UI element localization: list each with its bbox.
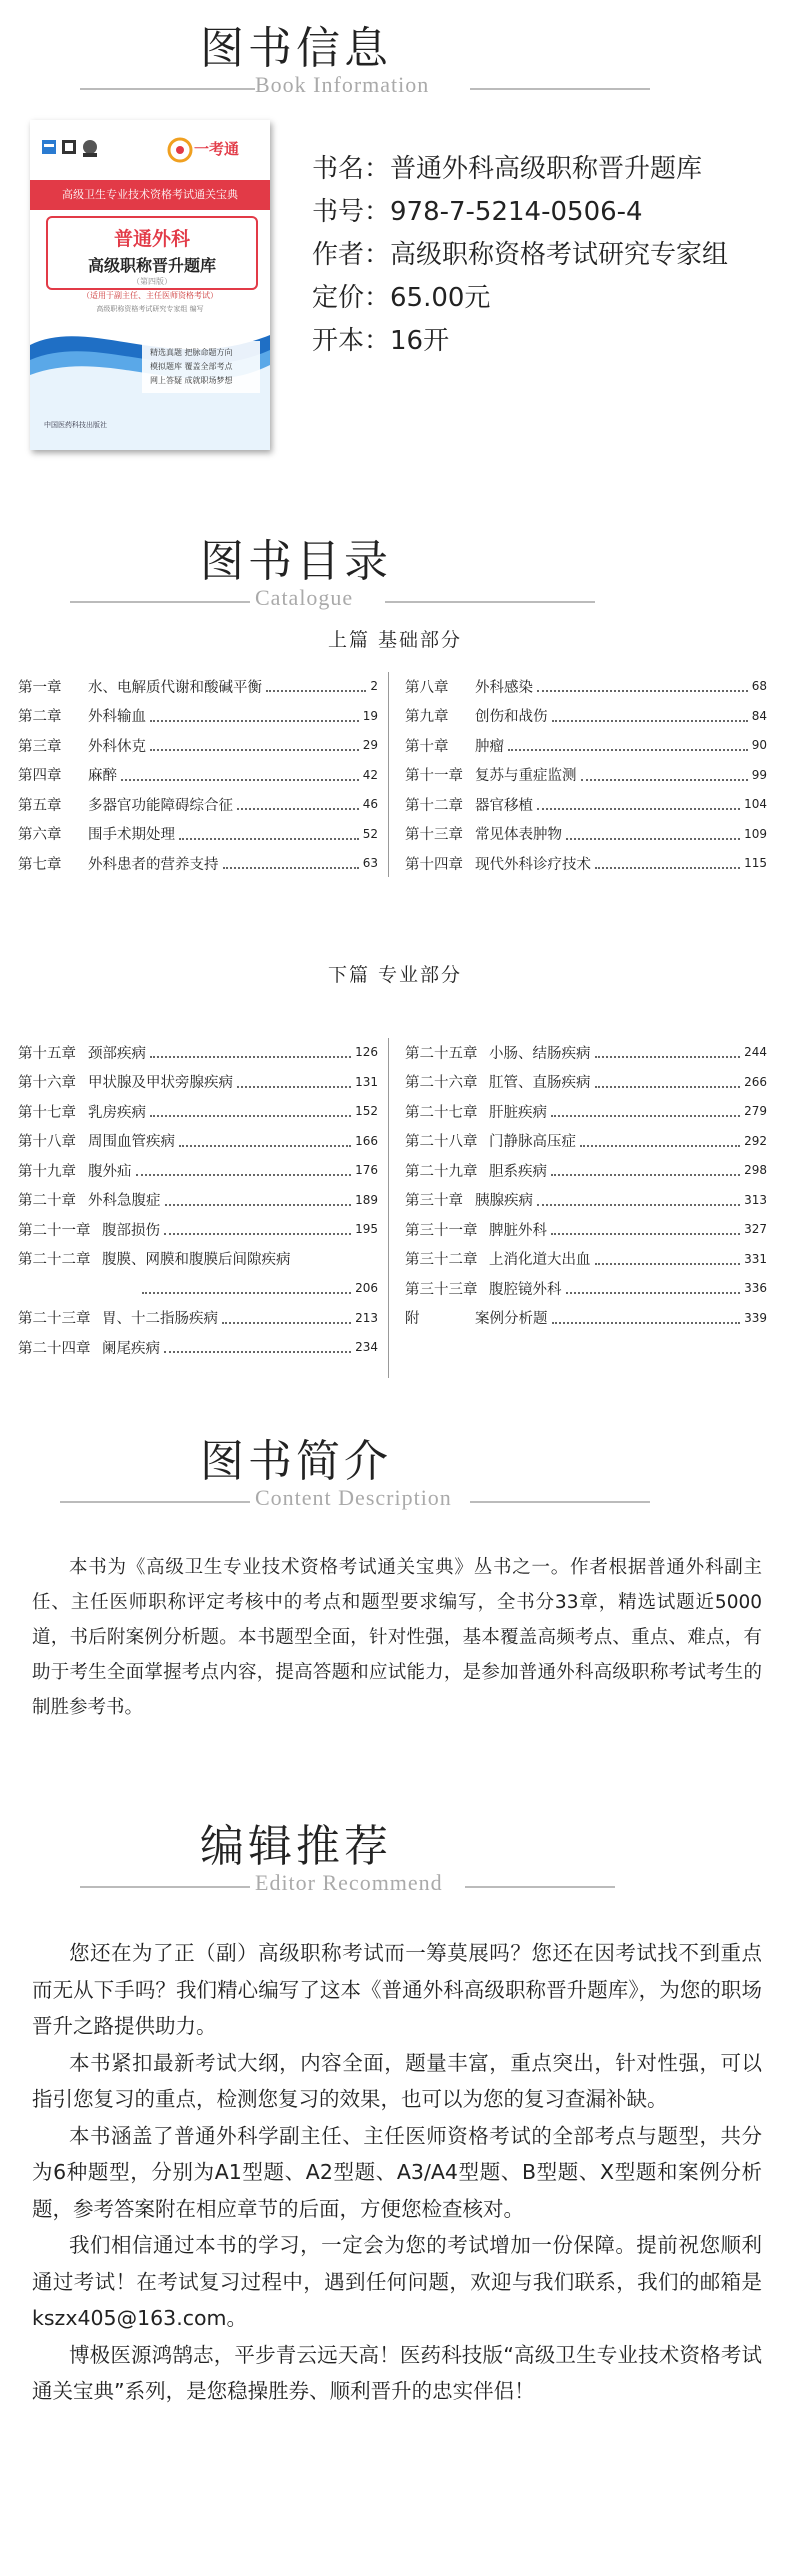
toc-leader-dots — [537, 1194, 740, 1206]
toc-entry — [18, 731, 378, 759]
cover-series-banner: 高级卫生专业技术资格考试通关宝典 — [30, 180, 270, 210]
toc-leader-dots — [581, 769, 748, 781]
cover-editor: 高级职称资格考试研究专家组 编写 — [96, 305, 204, 313]
toc-chapter-title: 水、电解质代谢和酸碱平衡 — [88, 679, 262, 696]
toc-chapter-title: 乳房疾病 — [88, 1104, 146, 1121]
toc-leader-dots — [566, 828, 740, 840]
toc-chapter-title: 肿瘤 — [475, 738, 504, 755]
toc-page-number: 109 — [744, 826, 767, 841]
toc-leader-dots — [142, 1282, 351, 1294]
book-cover — [30, 120, 270, 450]
toc-entry — [18, 849, 378, 877]
toc-entry — [405, 1245, 767, 1273]
toc-page-number: 90 — [751, 738, 767, 752]
toc-entry — [405, 1274, 767, 1302]
toc-entry — [405, 761, 767, 789]
toc-leader-dots — [551, 1164, 740, 1176]
toc-chapter-number: 第十六章 — [18, 1075, 76, 1091]
toc-page-number: 206 — [355, 1281, 378, 1295]
toc-chapter-number: 第三十章 — [405, 1193, 463, 1209]
toc-page-number: 131 — [355, 1074, 378, 1089]
toc-chapter-number: 第二十一章 — [18, 1222, 91, 1239]
toc-chapter-title: 甲状腺及甲状旁腺疾病 — [88, 1075, 233, 1091]
toc-entry — [18, 1245, 378, 1273]
toc-entry — [405, 1127, 767, 1155]
toc-page-number: 166 — [355, 1133, 378, 1148]
toc-leader-dots — [595, 857, 740, 869]
toc-chapter-number: 第二十章 — [18, 1193, 76, 1209]
toc-chapter-title: 器官移植 — [475, 797, 533, 814]
toc-chapter-number: 第二十三章 — [18, 1311, 91, 1327]
part2-title: 下篇 专业部分 — [327, 964, 463, 986]
toc-leader-dots — [595, 1076, 741, 1088]
recommend-header — [0, 1810, 790, 1900]
toc-chapter-number: 第十一章 — [405, 768, 463, 784]
toc-chapter-title: 胰腺疾病 — [475, 1193, 533, 1209]
divider-line — [470, 1501, 650, 1503]
toc-part1-right — [405, 672, 767, 882]
toc-page-number: 313 — [744, 1192, 767, 1207]
cover-subtitle: （适用于副主任、主任医师资格考试） — [82, 291, 218, 300]
toc-entry — [405, 1038, 767, 1066]
price-field: 定价：65.00元 — [312, 283, 491, 313]
toc-entry-continued — [18, 1274, 378, 1302]
toc-chapter-title: 创伤和战伤 — [475, 709, 548, 725]
toc-entry — [405, 1097, 767, 1125]
toc-chapter-number: 第三章 — [18, 738, 62, 755]
recommend-heading-en: Editor Recommend — [255, 1870, 443, 1895]
toc-entry — [18, 1097, 378, 1125]
toc-leader-dots — [150, 1046, 351, 1058]
author-field: 作者：高级职称资格考试研究专家组 — [312, 240, 729, 270]
toc-chapter-title: 上消化道大出血 — [489, 1252, 591, 1268]
recommend-paragraph: 本书涵盖了普通外科学副主任、主任医师资格考试的全部考点与题型，共分为6种题型，分别为A1型题、A2型题、A3/A4型题、B型题、X型题和案例分析题，参考答案附在相应章节的后面，方便您检查核对。 — [32, 2123, 762, 2221]
recommend-heading: 编辑推荐 — [200, 1821, 392, 1872]
toc-entry — [18, 790, 378, 818]
toc-chapter-title: 肝脏疾病 — [489, 1104, 547, 1121]
toc-leader-dots — [164, 1341, 351, 1353]
toc-chapter-number: 第十九章 — [18, 1163, 76, 1180]
cover-slogans — [150, 346, 262, 388]
toc-entry — [18, 1038, 378, 1066]
toc-chapter-title: 外科患者的营养支持 — [88, 856, 219, 873]
toc-page-number: 115 — [744, 856, 767, 870]
cover-slogan: 网上答疑 成就职场梦想 — [150, 376, 233, 385]
toc-entry — [18, 820, 378, 848]
toc-page-number: 266 — [744, 1074, 767, 1089]
description-heading: 图书简介 — [200, 1436, 392, 1487]
toc-page-number: 331 — [744, 1251, 767, 1266]
toc-page-number: 19 — [362, 708, 378, 723]
toc-leader-dots — [179, 1135, 351, 1147]
toc-entry — [18, 702, 378, 730]
toc-chapter-title: 腹膜、网膜和腹膜后间隙疾病 — [102, 1252, 291, 1268]
cover-brand: 一考通 — [194, 140, 240, 158]
toc-chapter-title: 腹部损伤 — [102, 1222, 160, 1239]
toc-leader-dots — [552, 1312, 741, 1324]
toc-page-number: 189 — [355, 1192, 378, 1207]
toc-chapter-number: 第八章 — [405, 679, 449, 696]
book-info-heading-en: Book Information — [255, 72, 430, 97]
toc-leader-dots — [165, 1194, 352, 1206]
toc-entry — [405, 672, 767, 700]
toc-entry — [18, 1127, 378, 1155]
toc-leader-dots — [595, 1253, 741, 1265]
toc-chapter-number: 第六章 — [18, 827, 62, 843]
toc-chapter-number: 第七章 — [18, 856, 62, 873]
toc-part2-left — [18, 1038, 378, 1388]
description-header — [0, 1425, 790, 1515]
toc-leader-dots — [537, 798, 740, 810]
toc-chapter-title: 腹腔镜外科 — [489, 1281, 562, 1298]
toc-chapter-title: 外科感染 — [475, 679, 533, 696]
toc-leader-dots — [179, 828, 359, 840]
toc-chapter-number: 第四章 — [18, 768, 62, 784]
catalogue-heading: 图书目录 — [200, 536, 392, 587]
toc-page-number: 84 — [751, 708, 767, 723]
toc-chapter-number: 第十八章 — [18, 1134, 76, 1150]
toc-entry — [18, 1068, 378, 1096]
toc-part2-right — [405, 1038, 767, 1388]
toc-chapter-title: 围手术期处理 — [88, 827, 175, 843]
toc-chapter-number: 第一章 — [18, 679, 62, 696]
cover-title-black: 高级职称晋升题库 — [87, 256, 216, 275]
toc-entry — [405, 702, 767, 730]
cover-publisher: 中国医药科技出版社 — [44, 421, 107, 429]
toc-chapter-title: 常见体表肿物 — [475, 827, 562, 843]
book-info-heading: 图书信息 — [200, 23, 392, 74]
toc-leader-dots — [222, 1312, 351, 1324]
toc-chapter-number: 第十七章 — [18, 1104, 76, 1121]
toc-entry — [18, 1333, 378, 1361]
recommend-paragraph: 我们相信通过本书的学习，一定会为您的考试增加一份保障。提前祝您顺利通过考试！在考试复习过程中，遇到任何问题，欢迎与我们联系，我们的邮箱是kszx405@163.com。 — [32, 2233, 762, 2330]
toc-page-number: 327 — [744, 1222, 767, 1236]
toc-page-number: 195 — [355, 1222, 378, 1236]
toc-chapter-title: 外科输血 — [88, 709, 146, 725]
toc-chapter-number: 第二十四章 — [18, 1340, 91, 1357]
toc-page-number: 244 — [744, 1045, 767, 1059]
cover-title-red: 普通外科 — [113, 228, 190, 250]
toc-chapter-title: 小肠、结肠疾病 — [489, 1045, 591, 1062]
toc-chapter-number: 第十四章 — [405, 856, 463, 873]
recommend-paragraph: 本书紧扣最新考试大纲，内容全面，题量丰富，重点突出，针对性强，可以指引您复习的重点，检测您复习的效果，也可以为您的复习查漏补缺。 — [32, 2050, 762, 2111]
column-divider — [388, 672, 389, 877]
toc-page-number: 234 — [355, 1340, 378, 1354]
toc-leader-dots — [223, 857, 359, 869]
toc-page-number: 152 — [355, 1104, 378, 1118]
toc-chapter-title: 门静脉高压症 — [489, 1134, 576, 1150]
toc-chapter-number: 第二十二章 — [18, 1252, 91, 1268]
toc-chapter-title: 周围血管疾病 — [88, 1134, 175, 1150]
toc-page-number: 339 — [744, 1310, 767, 1325]
toc-entry — [18, 1304, 378, 1332]
recommend-body — [32, 1935, 762, 2410]
toc-leader-dots — [237, 798, 359, 810]
toc-chapter-title: 多器官功能障碍综合征 — [88, 797, 233, 814]
toc-chapter-number: 第十三章 — [405, 827, 463, 843]
part1-title: 上篇 基础部分 — [327, 629, 463, 651]
catalogue-header — [0, 525, 790, 615]
toc-chapter-title: 现代外科诊疗技术 — [475, 856, 591, 873]
toc-entry — [405, 1186, 767, 1214]
book-info-fields — [312, 148, 772, 363]
toc-chapter-number: 第十二章 — [405, 797, 463, 814]
toc-leader-dots — [595, 1046, 741, 1058]
recommend-paragraph: 博极医源鸿鹄志，平步青云远天高！医药科技版“高级卫生专业技术资格考试通关宝典”系列，是您稳操胜券、顺利晋升的忠实伴侣！ — [32, 2342, 762, 2403]
toc-leader-dots — [121, 769, 359, 781]
divider-line — [385, 601, 595, 603]
toc-entry — [405, 1156, 767, 1184]
toc-chapter-number: 第三十三章 — [405, 1281, 478, 1298]
toc-leader-dots — [237, 1076, 351, 1088]
toc-chapter-number: 第九章 — [405, 709, 449, 725]
divider-line — [80, 1886, 250, 1888]
recommend-paragraph: 您还在为了正（副）高级职称考试而一筹莫展吗？您还在因考试找不到重点而无从下手吗？我们精心编写了这本《普通外科高级职称晋升题库》，为您的职场晋升之路提供助力。 — [32, 1941, 762, 2038]
format-field: 开本：16开 — [312, 326, 450, 356]
toc-page-number: 104 — [744, 797, 767, 811]
toc-chapter-number: 第十五章 — [18, 1045, 76, 1062]
toc-entry — [18, 1215, 378, 1243]
toc-chapter-title: 外科急腹症 — [88, 1193, 161, 1209]
toc-page-number: 99 — [751, 767, 767, 782]
toc-page-number: 68 — [751, 679, 767, 693]
toc-page-number: 279 — [744, 1104, 767, 1118]
toc-leader-dots — [136, 1164, 352, 1176]
toc-chapter-number: 第二十六章 — [405, 1075, 478, 1091]
toc-chapter-title: 胃、十二指肠疾病 — [102, 1311, 218, 1327]
toc-chapter-title: 外科休克 — [88, 738, 146, 755]
cover-edition: （第四版） — [132, 277, 172, 286]
column-divider — [388, 1038, 389, 1378]
description-body — [32, 1550, 762, 1725]
divider-line — [70, 601, 250, 603]
toc-page-number: 298 — [744, 1163, 767, 1177]
toc-leader-dots — [537, 680, 748, 692]
toc-chapter-title: 脾脏外科 — [489, 1222, 547, 1239]
toc-leader-dots — [566, 1282, 741, 1294]
cover-title-panel — [46, 216, 258, 290]
toc-chapter-number: 第二十九章 — [405, 1163, 478, 1180]
isbn-field: 书号：978-7-5214-0506-4 — [312, 197, 643, 227]
toc-chapter-title: 复苏与重症监测 — [475, 768, 577, 784]
toc-entry — [405, 820, 767, 848]
toc-chapter-number: 第十章 — [405, 738, 449, 755]
toc-entry — [405, 731, 767, 759]
toc-page-number: 29 — [362, 738, 378, 752]
toc-leader-dots — [551, 1105, 740, 1117]
toc-page-number: 2 — [370, 679, 378, 693]
toc-leader-dots — [150, 710, 359, 722]
toc-entry — [405, 849, 767, 877]
toc-page-number: 126 — [355, 1045, 378, 1059]
toc-leader-dots — [150, 739, 359, 751]
toc-entry — [18, 1186, 378, 1214]
divider-line — [80, 88, 255, 90]
toc-chapter-title: 颈部疾病 — [88, 1045, 146, 1062]
toc-leader-dots — [508, 739, 748, 751]
toc-chapter-number: 第三十二章 — [405, 1252, 478, 1268]
catalogue-heading-en: Catalogue — [255, 585, 354, 610]
cover-top — [30, 120, 270, 180]
cover-slogan: 精选真题 把脉命题方向 — [150, 348, 233, 357]
toc-entry — [18, 1156, 378, 1184]
book-title-field: 书名：普通外科高级职称晋升题库 — [312, 154, 703, 184]
toc-page-number: 292 — [744, 1133, 767, 1148]
toc-page-number: 63 — [362, 856, 378, 870]
toc-leader-dots — [164, 1223, 351, 1235]
divider-line — [470, 88, 650, 90]
toc-chapter-title: 腹外疝 — [88, 1163, 132, 1180]
toc-leader-dots — [266, 680, 366, 692]
toc-leader-dots — [551, 1223, 740, 1235]
toc-part1-left — [18, 672, 378, 882]
toc-page-number: 176 — [355, 1163, 378, 1177]
toc-chapter-number: 第二十八章 — [405, 1134, 478, 1150]
toc-chapter-title: 肛管、直肠疾病 — [489, 1075, 591, 1091]
toc-chapter-title: 阑尾疾病 — [102, 1340, 160, 1357]
toc-chapter-number: 第三十一章 — [405, 1222, 478, 1239]
toc-leader-dots — [580, 1135, 740, 1147]
toc-leader-dots — [150, 1105, 351, 1117]
toc-entry — [405, 1304, 767, 1332]
toc-chapter-number: 第五章 — [18, 797, 62, 814]
toc-page-number: 42 — [362, 767, 378, 782]
description-heading-en: Content Description — [255, 1485, 452, 1510]
book-info-header — [0, 12, 790, 102]
cover-slogan: 模拟题库 覆盖全部考点 — [150, 362, 233, 371]
toc-entry — [405, 790, 767, 818]
toc-page-number: 52 — [362, 826, 378, 841]
toc-entry — [18, 761, 378, 789]
toc-page-number: 336 — [744, 1281, 767, 1295]
toc-chapter-number: 第二十五章 — [405, 1045, 478, 1062]
divider-line — [465, 1886, 615, 1888]
toc-entry — [18, 672, 378, 700]
toc-entry — [405, 1068, 767, 1096]
divider-line — [60, 1501, 250, 1503]
toc-chapter-number: 附 — [405, 1311, 420, 1327]
toc-entry — [405, 1215, 767, 1243]
toc-chapter-title: 麻醉 — [88, 768, 117, 784]
description-text: 本书为《高级卫生专业技术资格考试通关宝典》丛书之一。作者根据普通外科副主任、主任医师职称评定考核中的考点和题型要求编写，全书分33章，精选试题近5000道，书后附案例分析题。本书题型全面，针对性强，基本覆盖高频考点、重点、难点，有助于考生全面掌握考点内容，提高答题和应试能力，是参加普通外科高级职称考试考生的制胜参考书。 — [32, 1557, 762, 1718]
toc-page-number: 213 — [355, 1310, 378, 1325]
toc-chapter-title: 胆系疾病 — [489, 1163, 547, 1180]
toc-chapter-number: 第二章 — [18, 709, 62, 725]
toc-chapter-title: 案例分析题 — [475, 1311, 548, 1327]
toc-chapter-number: 第二十七章 — [405, 1104, 478, 1121]
toc-page-number: 46 — [362, 797, 378, 811]
toc-leader-dots — [552, 710, 748, 722]
